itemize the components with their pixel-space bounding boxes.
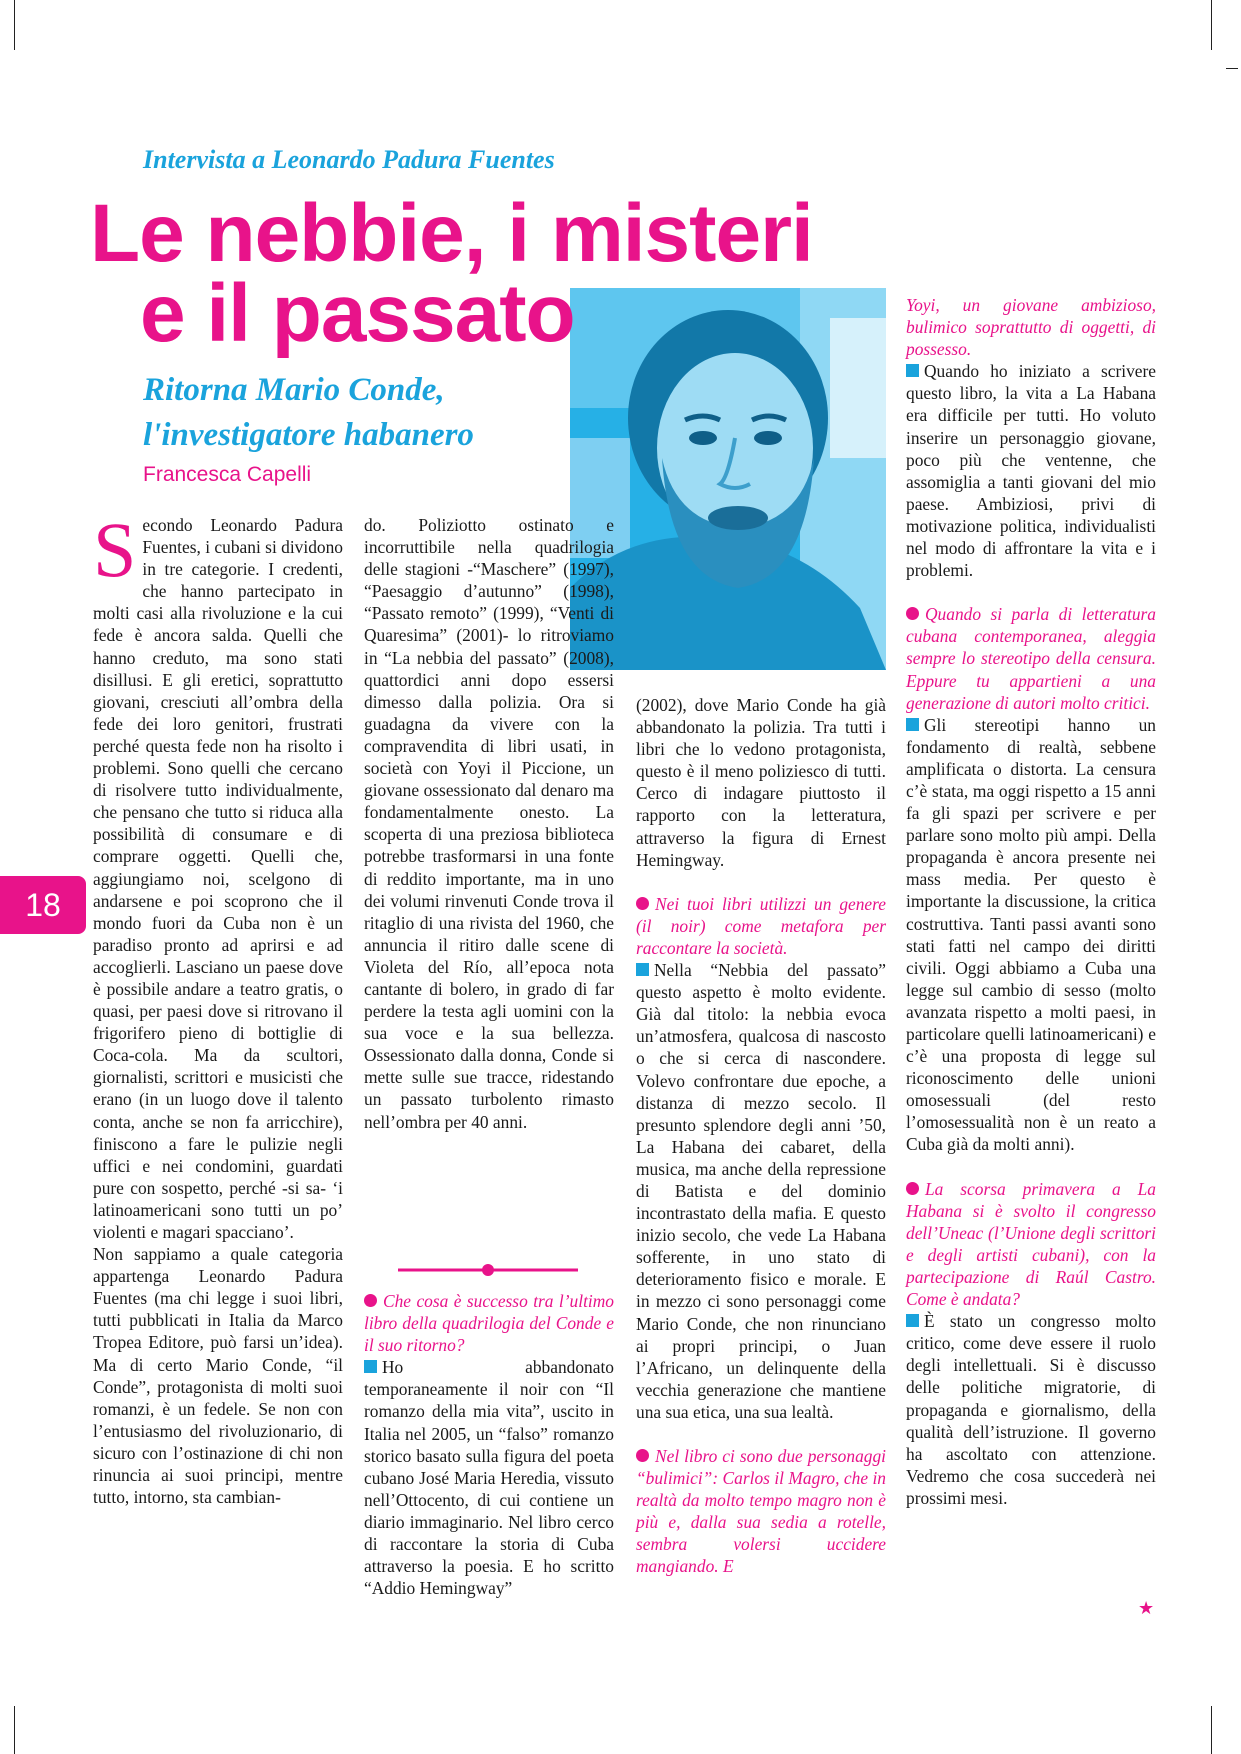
interview-question xyxy=(636,1445,886,1578)
interview-answer xyxy=(906,714,1156,1156)
article-column-2-interview xyxy=(364,1290,614,1599)
interview-answer xyxy=(364,1356,614,1599)
answer-square-icon xyxy=(906,718,919,731)
author-byline: Francesca Capelli xyxy=(143,463,312,486)
answer-text: Ho abbandonato temporaneamente il noir con “Il romanzo della mia vita”, uscito in Italia nel 2005, un “falso” romanzo storico basato sulla figura del poeta cubano José Maria Heredia, vissuto nell’Ottocento, di cui contiene un diario immaginario. Nel libro cerco di raccontare la storia di Cuba attraverso la poesia. E ho scritto “Addio Hemingway” xyxy=(364,1357,614,1599)
crop-mark-top-right xyxy=(1211,0,1212,50)
article-column-1 xyxy=(93,506,343,1508)
answer-text: Quando ho iniziato a scrivere questo libro, la vita a La Habana era difficile per tutti. Ho voluto inserire un personaggio giovane, poco più che ventenne, che assomiglia a tanti giovani del mio paese. Ambiziosi, privi di motivazione politica, individualisti nel modo di affrontare la vita e i problemi. xyxy=(906,361,1156,581)
intro-text: econdo Leonardo Padura Fuentes, i cubani si dividono in tre categorie. I credenti, che hanno partecipato in molti casi alla rivoluzione e la cui fede è ancora salda. Quelli che hanno creduto, ma sono stati disillusi. E gli eretici, soprattutto giovani, cresciuti all’ombra della fede dei loro genitori, frustrati perché questa fede non ha risolto i problemi. Sono quelli che cercano di risolvere tutto individualmente, che pensano che tutto si riduca alla possibilità di consumare e di comprare oggetti. Quelli che, aggiungiamo noi, scelgono di andarsene e poi scoprono che il mondo fuori da Cuba non è un paradiso pronto ad aprirsi e ad accoglierli. Lasciano un paese dove è possibile andare a teatro gratis, o quasi, per paesi dove si ritrovano il frigorifero pieno di bottiglie di Coca-cola. Ma da scultori, giornalisti, scrittori e musicisti che erano (in un luogo dove il talento conta, anche se non fa arricchire), finiscono a fare le pulizie negli uffici e nei condomini, guardati pure con sospetto, perché -si sa- ‘i latinoamericani sono tutti un po’ violenti e magari spacciano’. xyxy=(93,515,343,1242)
answer-text: Gli stereotipi hanno un fondamento di realtà, sebbene amplificata o distorta. La censura c’è stata, ma oggi rispetto a 15 anni fa gli spazi per scrivere e per parlare sono molto più ampi. Della propaganda è ancora presente nei mass media. Per questo è importante la discussione, la critica costruttiva. Tanti passi avanti sono stati fatti nel campo dei diritti civili. Oggi abbiamo a Cuba una legge sul cambio di sesso (molto avanzata rispetto a molti paesi, in particolare quelli latinoamericani) e c’è una proposta di legge sul riconoscimento delle unioni omosessuali (del resto l’omosessualità non è un reato a Cuba già da molti anni). xyxy=(906,714,1156,1155)
headline-line-2: e il passato xyxy=(140,268,575,359)
question-bullet-icon xyxy=(906,607,919,620)
question-text: Nel libro ci sono due personaggi “bulimici”: Carlos il Magro, che in realtà da molto tempo magro non è più e, dalla sua sedia a rotelle, sembra volersi uccidere mangiando. E xyxy=(636,1446,886,1577)
paragraph: do. Poliziotto ostinato e incorruttibile nella quadrilogia delle stagioni -“Maschere” (1997), “Paesaggio d’autunno” (1998), “Passato remoto” (1999), “Venti di Quaresima” (2001)- lo ritroviamo in “La nebbia del passato” (2008), quattordici anni dopo essersi dimesso dalla polizia. Ora si guadagna da vivere con la compravendita di libri usati, in società con Yoyi il Piccione, un giovane ossessionato dal denaro ma fondamentalmente onesto. La scoperta di una preziosa biblioteca potrebbe trasformarsi in una fonte di reddito importante, ma in uno dei volumi rinvenuti Conde trova il ritaglio di una rivista del 1960, che annuncia il ritiro dalle scene di Violeta del Río, all’epoca nota cantante di bolero, in grado di far perdere la testa agli uomini con la sua voce e la sua bellezza. Ossessionato dalla donna, Conde si mette sulle sue tracce, ridestando un passato turbolento rimasto nell’ombra per 40 anni. xyxy=(364,515,614,1132)
crop-mark-top-left xyxy=(14,0,15,50)
interview-question xyxy=(906,1178,1156,1311)
paragraph xyxy=(93,506,343,1243)
crop-mark-bottom-right xyxy=(1211,1706,1212,1754)
subtitle-line-2: l'investigatore habanero xyxy=(143,417,474,453)
section-divider xyxy=(398,1262,578,1278)
drop-cap: S xyxy=(93,506,137,593)
answer-text: Nella “Nebbia del passato” questo aspetto è molto evidente. Già dal titolo: la nebbia evoca un’atmosfera, qualcosa di nascosto o che si cerca di nascondere. Volevo confrontare due epoche, a distanza di mezzo secolo. Il presunto splendore degli anni ’50, La Habana dei cabaret, della musica, ma anche della repressione di Batista e del dominio incontrastato della mafia. E questo inizio secolo, che vede La Habana sofferente, in uno stato di deterioramento fisico e morale. E in mezzo ci sono personaggi come Mario Conde, che non rinunciano ai propri principi, o Juan l’Africano, un delinquente della vecchia generazione che mantiene una sua etica, una sua lealtà. xyxy=(636,960,886,1422)
question-bullet-icon xyxy=(636,1449,649,1462)
interview-answer xyxy=(906,1310,1156,1509)
end-star-icon: ★ xyxy=(1138,1598,1155,1619)
question-bullet-icon xyxy=(364,1294,377,1307)
interview-question xyxy=(636,893,886,959)
article-column-3 xyxy=(636,694,886,1578)
headline-line-1: Le nebbie, i misteri xyxy=(90,188,813,279)
paragraph: Non sappiamo a quale categoria appartenga Leonardo Padura Fuentes (ma chi legge i suoi libri, tutti pubblicati in Italia da Marco Tropea Editore, può farsi un’idea). Ma di certo Mario Conde, “il Conde”, protagonista di molti suoi romanzi, è un fedele. Se non con l’entusiasmo del rivoluzionario, di sicuro con l’ostinazione di chi non rinuncia ai suoi principi, mentre tutto, intorno, sta cambian- xyxy=(93,1244,343,1508)
question-text: Che cosa è successo tra l’ultimo libro della quadrilogia del Conde e il suo ritorno? xyxy=(364,1291,614,1356)
subtitle-line-1: Ritorna Mario Conde, xyxy=(143,372,445,408)
interview-question-continued: Yoyi, un giovane ambizioso, bulimico soprattutto di oggetti, di possesso. xyxy=(906,295,1156,360)
article-column-2 xyxy=(364,514,614,1133)
answer-square-icon xyxy=(906,1314,919,1327)
author-portrait-photo xyxy=(570,288,886,670)
kicker: Intervista a Leonardo Padura Fuentes xyxy=(143,145,555,174)
interview-answer xyxy=(636,959,886,1423)
article-column-4 xyxy=(906,294,1156,1509)
page-number: 18 xyxy=(0,876,86,934)
crop-mark-bottom-left xyxy=(14,1706,15,1754)
answer-square-icon xyxy=(636,963,649,976)
interview-question xyxy=(906,603,1156,713)
question-text: La scorsa primavera a La Habana si è svolto il congresso dell’Uneac (l’Unione degli scrittori e degli artisti cubani), con la partecipazione di Raúl Castro. Come è andata? xyxy=(906,1178,1156,1310)
question-text: Nei tuoi libri utilizzi un genere (il noir) come metafora per raccontare la società. xyxy=(636,893,886,958)
question-bullet-icon xyxy=(636,897,649,910)
answer-square-icon xyxy=(906,364,919,377)
answer-square-icon xyxy=(364,1360,377,1373)
interview-answer xyxy=(906,360,1156,581)
question-text: Quando si parla di letteratura cubana contemporanea, aleggia sempre lo stereotipo della censura. Eppure tu appartieni a una generazione di autori molto critici. xyxy=(906,604,1156,713)
paragraph: (2002), dove Mario Conde ha già abbandonato la polizia. Tra tutti i libri che lo vedono protagonista, questo è il meno poliziesco di tutti. Cerco di indagare piuttosto il rapporto con la letteratura, attraverso la figura di Ernest Hemingway. xyxy=(636,695,886,870)
answer-text: È stato un congresso molto critico, come deve essere il ruolo degli intellettuali. Si è discusso delle politiche migratorie, di propaganda e giornalismo, della qualità dell’istruzione. Il governo ha ascoltato con attenzione. Vedremo che cosa succederà nei prossimi mesi. xyxy=(906,1311,1156,1508)
subtitle xyxy=(143,368,563,458)
crop-mark-right-tick xyxy=(1226,68,1238,69)
interview-question xyxy=(364,1290,614,1356)
question-bullet-icon xyxy=(906,1182,919,1195)
